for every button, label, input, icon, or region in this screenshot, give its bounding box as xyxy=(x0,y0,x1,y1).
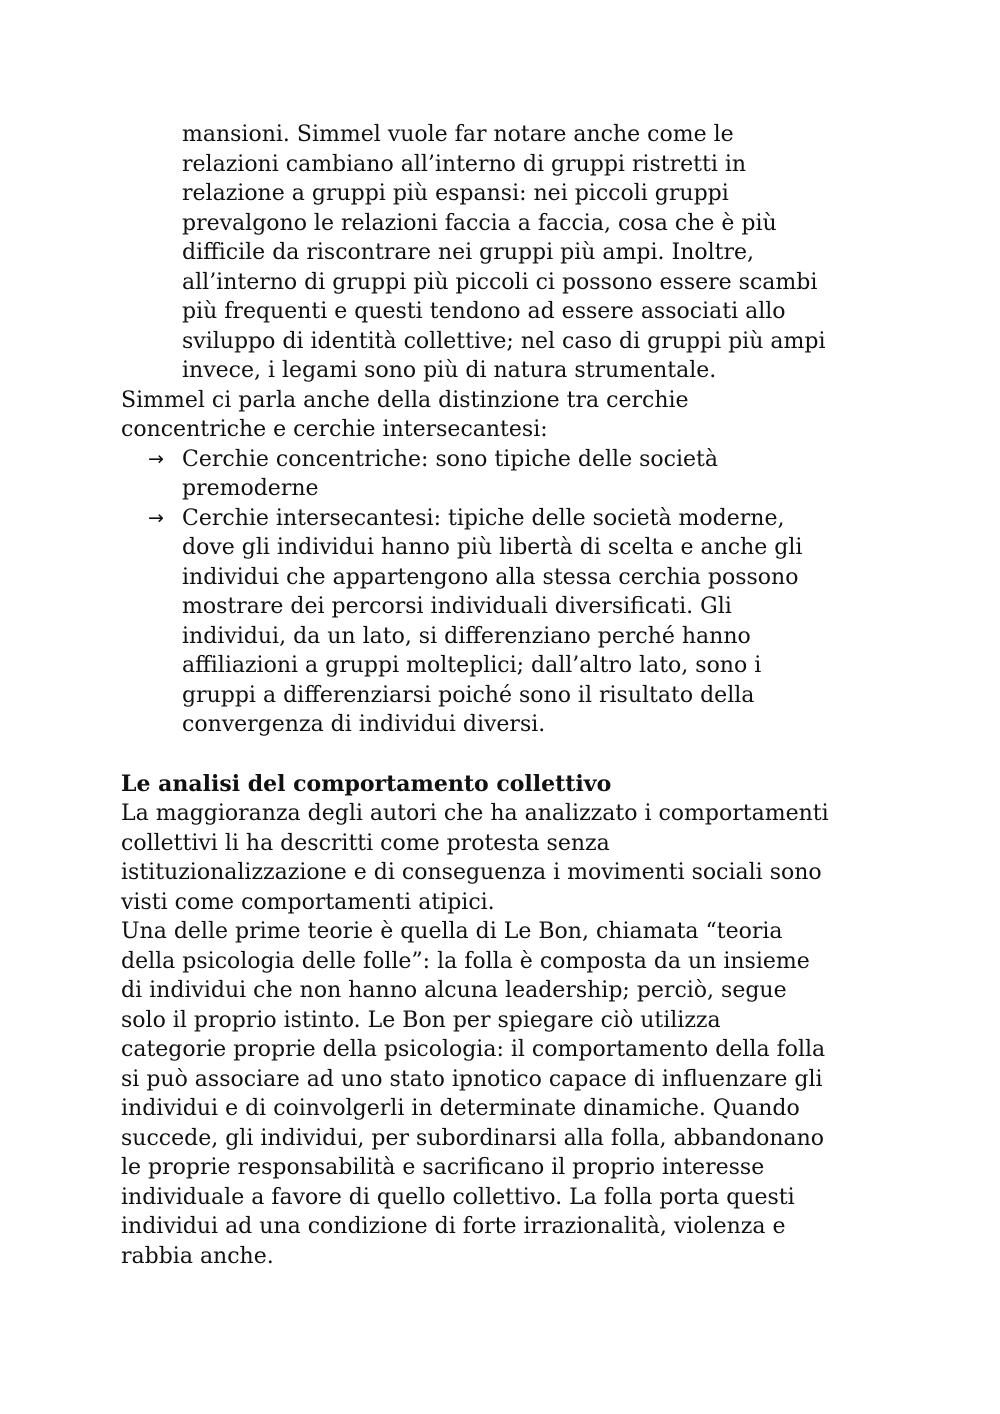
text-line: individuale a favore di quello collettivo. La folla porta questi xyxy=(121,1184,795,1210)
text-line: premoderne xyxy=(182,476,319,501)
text-line: gruppi a differenziarsi poiché sono il risultato della xyxy=(182,682,755,708)
bullet-item-concentriche xyxy=(148,445,891,504)
section-heading: Le analisi del comportamento collettivo xyxy=(121,770,612,797)
arrow-right-icon: → xyxy=(148,447,164,470)
text-line: categorie proprie della psicologia: il comportamento della folla xyxy=(121,1037,826,1062)
text-line: istituzionalizzazione e di conseguenza i movimenti sociali sono xyxy=(121,860,822,885)
text-line: difficile da riscontrare nei gruppi più ampi. Inoltre, xyxy=(182,240,755,265)
text-line: sviluppo di identità collettive; nel caso di gruppi più ampi xyxy=(182,328,826,354)
text-line: Cerchie intersecantesi: tipiche delle società moderne, xyxy=(182,505,785,531)
arrow-right-icon: → xyxy=(148,506,164,529)
paragraph-le-bon xyxy=(121,917,891,1271)
text-line: più frequenti e questi tendono ad essere associati allo xyxy=(182,299,786,324)
paragraph-collective-behavior xyxy=(121,799,891,917)
text-line: La maggioranza degli autori che ha analizzato i comportamenti xyxy=(121,801,829,826)
text-line: della psicologia delle folle”: la folla è composta da un insieme xyxy=(121,948,810,974)
text-line: rabbia anche. xyxy=(121,1243,274,1269)
text-line: mansioni. Simmel vuole far notare anche come le xyxy=(182,122,734,147)
text-line: solo il proprio istinto. Le Bon per spiegare ciò utilizza xyxy=(121,1007,721,1033)
text-line: relazioni cambiano all’interno di gruppi ristretti in xyxy=(182,151,747,177)
text-line: convergenza di individui diversi. xyxy=(182,712,546,737)
text-line: individui, da un lato, si differenziano perché hanno xyxy=(182,623,751,649)
text-line: si può associare ad uno stato ipnotico capace di influenzare gli xyxy=(121,1066,823,1092)
text-line: Una delle prime teorie è quella di Le Bon, chiamata “teoria xyxy=(121,919,783,944)
text-line: all’interno di gruppi più piccoli ci possono essere scambi xyxy=(182,269,818,295)
text-line: di individui che non hanno alcuna leadership; perciò, segue xyxy=(121,978,787,1003)
text-line: le proprie responsabilità e sacrificano il proprio interesse xyxy=(121,1155,765,1180)
text-line: individui e di coinvolgerli in determinate dinamiche. Quando xyxy=(121,1096,800,1121)
text-line: visti come comportamenti atipici. xyxy=(121,889,495,915)
text-line: succede, gli individui, per subordinarsi alla folla, abbandonano xyxy=(121,1125,825,1151)
text-line: relazione a gruppi più espansi: nei piccoli gruppi xyxy=(182,181,729,206)
text-line: individui che appartengono alla stessa cerchia possono xyxy=(182,564,799,590)
text-line: Cerchie concentriche: sono tipiche delle società xyxy=(182,446,718,472)
text-line: collettivi li ha descritti come protesta senza xyxy=(121,830,610,856)
page-content xyxy=(121,120,891,1271)
text-line: affiliazioni a gruppi molteplici; dall’altro lato, sono i xyxy=(182,653,762,678)
continuation-paragraph xyxy=(182,120,891,386)
intro-paragraph xyxy=(121,386,891,445)
text-line: individui ad una condizione di forte irrazionalità, violenza e xyxy=(121,1214,786,1239)
text-line: concentriche e cerchie intersecantesi: xyxy=(121,417,548,442)
text-line: prevalgono le relazioni faccia a faccia, cosa che è più xyxy=(182,210,777,236)
text-line: invece, i legami sono più di natura strumentale. xyxy=(182,358,717,383)
text-line: dove gli individui hanno più libertà di scelta e anche gli xyxy=(182,535,803,560)
text-line: mostrare dei percorsi individuali diversificati. Gli xyxy=(182,594,732,619)
bullet-item-intersecantesi xyxy=(148,504,891,740)
text-line: Simmel ci parla anche della distinzione tra cerchie xyxy=(121,387,689,413)
